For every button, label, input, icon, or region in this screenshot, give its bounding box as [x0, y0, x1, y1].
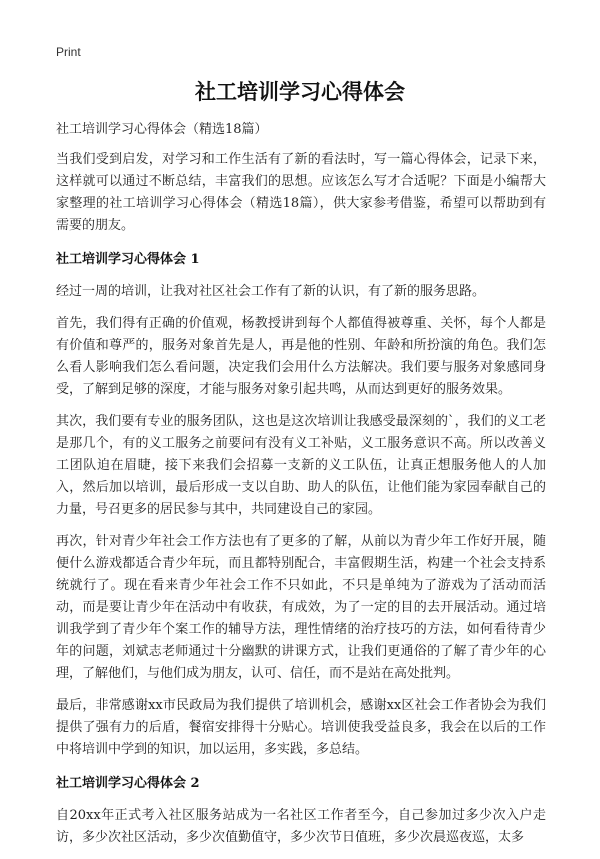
section-1-paragraph-4: 再次，针对青少年社会工作方法也有了更多的了解，从前以为青少年工作好开展，随便什么游戏都适合青少年玩，而且都特别配合，丰富假期生活，构建一个社会支持系统就行了。现在看来青少年社会工作不只如此，不只是单纯为了游戏为了活动而活动，而是要让青少年在活动中有收获，有成效，为了一定的目的去开展活动。通过培训我学到了青少年个案工作的辅导方法，理性情绪的治疗技巧的方法，如何看待青少年的问题，刘斌志老师通过十分幽默的讲课方式，让我们更通俗的了解了青少年的心理，了解他们，与他们成为朋友，认可、信任，而不是站在高处批判。 [56, 534, 546, 681]
section-2-paragraph-1: 自20xx年正式考入社区服务站成为一名社区工作者至今，自己参加过多少次入户走访，多少次社区活动，多少次值勤值守，多少次节日值班，多少次晨巡夜巡，太多 [56, 808, 546, 845]
section-1-paragraph-5: 最后，非常感谢xx市民政局为我们提供了培训机会，感谢xx区社会工作者协会为我们提供了强有力的后盾，餐宿安排得十分贴心。培训使我受益良多，我会在以后的工作中将培训中学到的知识，加以运用，多实践，多总结。 [56, 698, 546, 757]
document-content [56, 119, 546, 859]
print-link[interactable]: Print [56, 45, 81, 59]
section-1-paragraph-3: 其次，我们要有专业的服务团队，这也是这次培训让我感受最深刻的`，我们的义工老是那几个，有的义工服务之前要问有没有义工补贴，义工服务意识不高。所以改善义工团队迫在眉睫，接下来我们会招募一支新的义工队伍，让真正想服务他人的人加入，然后加以培训，最后形成一支以自助、助人的队伍，让他们能为家园奉献自己的力量，号召更多的居民参与其中，共同建设自己的家园。 [56, 414, 546, 517]
document-subtitle: 社工培训学习心得体会（精选18篇） [56, 122, 268, 137]
section-heading-2: 社工培训学习心得体会 2 [56, 776, 200, 791]
section-1-paragraph-1: 经过一周的培训，让我对社区社会工作有了新的认识，有了新的服务思路。 [56, 284, 486, 299]
intro-paragraph: 当我们受到启发，对学习和工作生活有了新的看法时，写一篇心得体会，记录下来，这样就可以通过不断总结，丰富我们的思想。应该怎么写才合适呢？下面是小编帮大家整理的社工培训学习心得体会（精选18篇），供大家参考借鉴，希望可以帮助到有需要的朋友。 [56, 152, 546, 233]
section-1-paragraph-2: 首先，我们得有正确的价值观，杨教授讲到每个人都值得被尊重、关怀，每个人都是有价值和尊严的，服务对象首先是人，再是他的性别、年龄和所扮演的角色。我们怎么看人影响我们怎么看问题，决定我们会用什么方法解决。我们要与服务对象感同身受，了解到足够的深度，才能与服务对象引起共鸣，从而达到更好的服务效果。 [56, 316, 546, 397]
page-title: 社工培训学习心得体会 [195, 79, 405, 104]
section-heading-1: 社工培训学习心得体会 1 [56, 252, 200, 267]
